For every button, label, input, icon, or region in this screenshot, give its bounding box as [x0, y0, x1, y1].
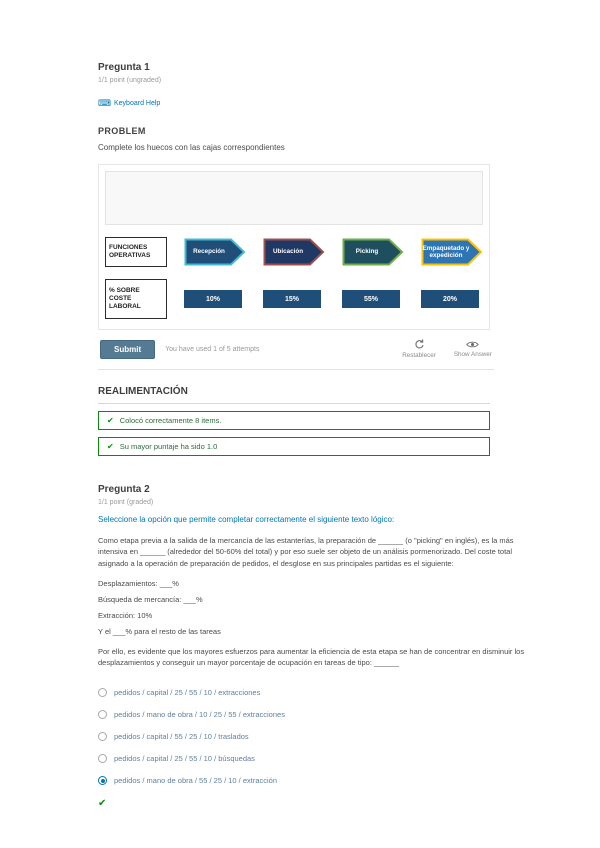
step-label: Recepción: [193, 248, 225, 256]
feedback-item: [98, 437, 490, 456]
submit-button[interactable]: Submit: [100, 340, 155, 359]
drag-item-bank[interactable]: [105, 171, 483, 225]
answer-option-3[interactable]: [98, 732, 542, 741]
keyboard-help-link[interactable]: [98, 99, 160, 108]
diagram-row-functions: [105, 237, 483, 267]
pct-box-recepcion[interactable]: 10%: [184, 290, 242, 308]
fill-line: Búsqueda de mercancía: ___%: [98, 594, 203, 604]
question-title: Pregunta 2: [98, 484, 150, 495]
points-text: 1/1 point (graded): [98, 499, 154, 506]
step-recepcion[interactable]: [184, 238, 246, 266]
check-icon: ✔: [107, 415, 114, 425]
row-label-coste: % SOBRE COSTE LABORAL: [105, 279, 167, 319]
keyboard-icon: ⌨: [98, 98, 111, 108]
points-text: 1/1 point (ungraded): [98, 77, 162, 84]
row-label-funciones: FUNCIONES OPERATIVAS: [105, 237, 167, 267]
pct-box-picking[interactable]: 55%: [342, 290, 400, 308]
question-title: Pregunta 1: [98, 62, 150, 73]
step-ubicacion[interactable]: [263, 238, 325, 266]
option-label: pedidos / capital / 25 / 55 / 10 / extracciones: [114, 688, 261, 698]
option-label: pedidos / mano de obra / 55 / 25 / 10 / extracción: [114, 776, 278, 786]
question-paragraph: Como etapa previa a la salida de la mercancía de las estanterías, la preparación de ______ (o "picking" en inglés), es la más intensiva en ______ (alrededor del 50-60% del total) y por eso suele ser objeto de un análisis pormenorizado. Del coste total asignado a la operación de preparación de pedidos, el desglose en sus principales partidas es el siguiente:: [98, 536, 514, 568]
step-picking[interactable]: [342, 238, 404, 266]
answer-option-4[interactable]: [98, 754, 542, 763]
feedback-text: Colocó correctamente 8 items.: [119, 416, 222, 425]
question-paragraph: Por ello, es evidente que los mayores esfuerzos para aumentar la eficiencia de esta etapa se han de concentrar en disminuir los desplazamientos y conseguir un mayor porcentaje de ocupación en tareas de tipo: ______: [98, 646, 525, 667]
feedback-text: Su mayor puntaje ha sido 1.0: [119, 442, 218, 451]
show-answer-label: Show Answer: [453, 351, 492, 358]
step-label: Picking: [355, 248, 379, 256]
radio-button[interactable]: [98, 754, 107, 763]
answer-option-1[interactable]: [98, 688, 542, 697]
diagram-row-percentages: [105, 279, 483, 319]
option-label: pedidos / capital / 55 / 25 / 10 / traslados: [114, 732, 249, 742]
pct-box-ubicacion[interactable]: 15%: [263, 290, 321, 308]
eye-icon: [466, 340, 479, 349]
action-row: [98, 330, 494, 370]
reset-button[interactable]: [402, 339, 436, 359]
attempts-text: You have used 1 of 5 attempts: [165, 345, 260, 353]
problem-heading: PROBLEM: [98, 126, 146, 136]
step-label: Ubicación: [272, 248, 304, 256]
pct-box-empaquetado[interactable]: 20%: [421, 290, 479, 308]
check-icon: ✔: [107, 441, 114, 451]
question-instruction: Seleccione la opción que permite completar correctamente el siguiente texto lógico:: [98, 515, 395, 524]
radio-button[interactable]: [98, 776, 107, 785]
option-label: pedidos / capital / 25 / 55 / 10 / búsquedas: [114, 754, 255, 764]
feedback-heading: REALIMENTACIÓN: [98, 386, 490, 404]
reset-label: Restablecer: [402, 352, 436, 359]
step-label: Empaquetado y expedición: [422, 244, 470, 259]
option-label: pedidos / mano de obra / 10 / 25 / 55 / extracciones: [114, 710, 285, 720]
fill-line: Extracción: 10%: [98, 610, 153, 620]
question-1: [98, 62, 542, 456]
answer-options: [98, 688, 542, 785]
radio-button[interactable]: [98, 710, 107, 719]
question-2: [98, 484, 542, 809]
fill-line: Desplazamientos: ___%: [98, 578, 179, 588]
radio-button[interactable]: [98, 688, 107, 697]
reset-icon: [414, 339, 425, 350]
show-answer-button[interactable]: [454, 340, 492, 358]
drag-drop-problem: [98, 164, 490, 330]
fill-line: Y el ___% para el resto de las tareas: [98, 626, 221, 636]
answer-option-2[interactable]: [98, 710, 542, 719]
problem-prompt: Complete los huecos con las cajas correspondientes: [98, 143, 285, 152]
correct-check-icon: ✔: [98, 798, 107, 810]
radio-button[interactable]: [98, 732, 107, 741]
keyboard-help-label: Keyboard Help: [114, 100, 161, 107]
step-empaquetado[interactable]: [421, 238, 483, 266]
answer-option-5[interactable]: [98, 776, 542, 785]
feedback-item: [98, 411, 490, 430]
